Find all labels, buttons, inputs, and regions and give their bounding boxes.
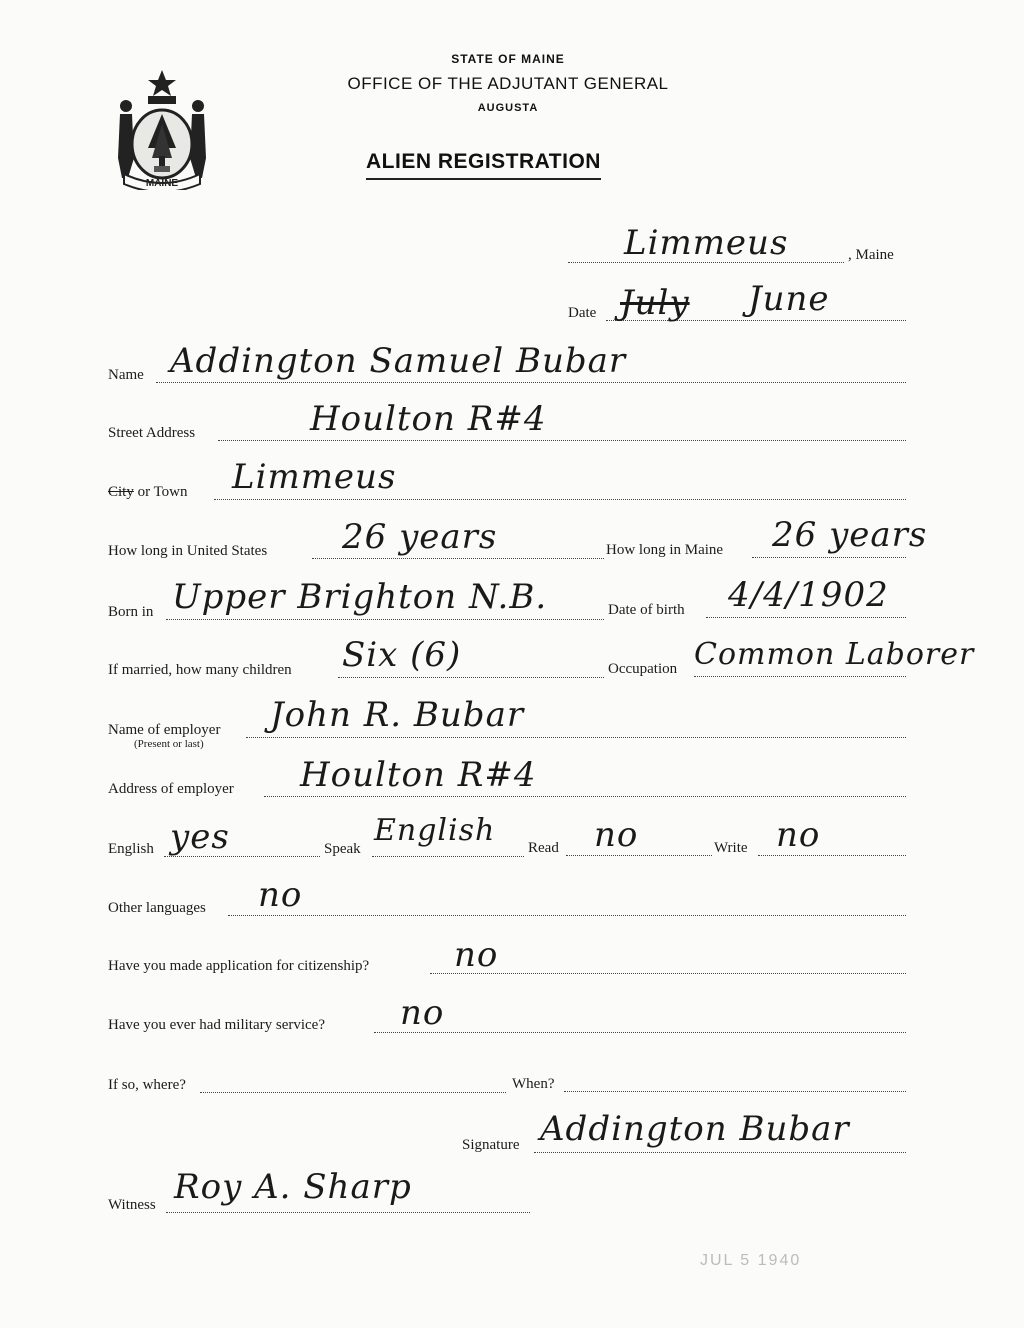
years-in-maine-value: 26 years xyxy=(772,515,928,555)
read-label: Read xyxy=(528,840,559,856)
street-address-value: Houlton R#4 xyxy=(310,399,547,439)
speak-line xyxy=(372,856,524,857)
signature-value: Addington Bubar xyxy=(540,1109,850,1149)
english-label: English xyxy=(108,841,154,857)
header-office: OFFICE OF THE ADJUTANT GENERAL xyxy=(347,74,669,93)
english-value: yes xyxy=(170,817,230,857)
write-line xyxy=(758,855,906,856)
city-or-town-value: Limmeus xyxy=(232,457,397,497)
city-or-town-label xyxy=(108,485,188,500)
form-title: ALIEN REGISTRATION xyxy=(366,150,601,180)
date-struck-value: July xyxy=(620,283,690,323)
speak-value: English xyxy=(374,813,496,848)
occupation-label: Occupation xyxy=(608,661,678,677)
read-value: no xyxy=(594,815,639,855)
date-of-birth-line xyxy=(706,617,906,618)
where-line xyxy=(200,1092,506,1093)
date-of-birth-label: Date of birth xyxy=(608,602,685,618)
town-value: Limmeus xyxy=(624,223,789,263)
employer-value: John R. Bubar xyxy=(270,695,525,735)
when-label: When? xyxy=(512,1076,555,1092)
citizenship-value: no xyxy=(454,935,499,975)
date-label: Date xyxy=(568,305,597,321)
employer-address-line xyxy=(264,796,906,797)
street-address-line xyxy=(218,440,906,441)
header-state: STATE OF MAINE xyxy=(451,52,565,66)
citizenship-line xyxy=(430,973,906,974)
state-of-maine-seal xyxy=(110,66,214,190)
speak-label: Speak xyxy=(324,841,361,857)
other-languages-value: no xyxy=(258,875,303,915)
name-label: Name xyxy=(108,367,144,383)
city-struck: City xyxy=(108,484,134,500)
children-value: Six (6) xyxy=(342,635,462,675)
maine-suffix: , Maine xyxy=(848,247,894,263)
born-in-value: Upper Brighton N.B. xyxy=(172,577,548,617)
employer-label: Name of employer xyxy=(108,722,221,738)
occupation-line xyxy=(694,676,906,677)
other-languages-label: Other languages xyxy=(108,900,206,916)
date-of-birth-value: 4/4/1902 xyxy=(728,575,889,615)
employer-line xyxy=(246,737,906,738)
witness-label: Witness xyxy=(108,1197,156,1213)
employer-address-value: Houlton R#4 xyxy=(300,755,537,795)
write-value: no xyxy=(776,815,821,855)
signature-line xyxy=(534,1152,906,1153)
when-line xyxy=(564,1091,906,1092)
born-in-label: Born in xyxy=(108,604,154,620)
employer-address-label: Address of employer xyxy=(108,781,234,797)
military-service-line xyxy=(374,1032,906,1033)
military-service-value: no xyxy=(400,993,445,1033)
received-stamp: JUL 5 1940 xyxy=(700,1252,802,1269)
name-line xyxy=(156,382,906,383)
write-label: Write xyxy=(714,840,748,856)
years-in-maine-label: How long in Maine xyxy=(606,542,724,558)
city-or-town-line xyxy=(214,499,906,500)
military-service-label: Have you ever had military service? xyxy=(108,1017,325,1033)
born-in-line xyxy=(166,619,604,620)
citizenship-label: Have you made application for citizenship? xyxy=(108,958,370,974)
signature-label: Signature xyxy=(462,1137,520,1153)
years-in-us-line xyxy=(312,558,604,559)
years-in-us-label: How long in United States xyxy=(108,543,268,559)
years-in-maine-line xyxy=(752,557,906,558)
seal-text: MAINE xyxy=(145,178,179,189)
other-languages-line xyxy=(228,915,906,916)
where-label: If so, where? xyxy=(108,1077,186,1093)
occupation-value: Common Laborer xyxy=(694,637,975,672)
street-address-label: Street Address xyxy=(108,425,196,441)
witness-line xyxy=(166,1212,530,1213)
or-town-text: or Town xyxy=(133,484,188,500)
header-city: AUGUSTA xyxy=(477,102,539,114)
years-in-us-value: 26 years xyxy=(342,517,498,557)
read-line xyxy=(566,855,712,856)
date-value: June xyxy=(748,279,830,319)
name-value: Addington Samuel Bubar xyxy=(170,341,627,381)
children-label: If married, how many children xyxy=(108,662,292,678)
witness-value: Roy A. Sharp xyxy=(174,1167,412,1207)
children-line xyxy=(338,677,604,678)
employer-sublabel: (Present or last) xyxy=(134,738,204,750)
